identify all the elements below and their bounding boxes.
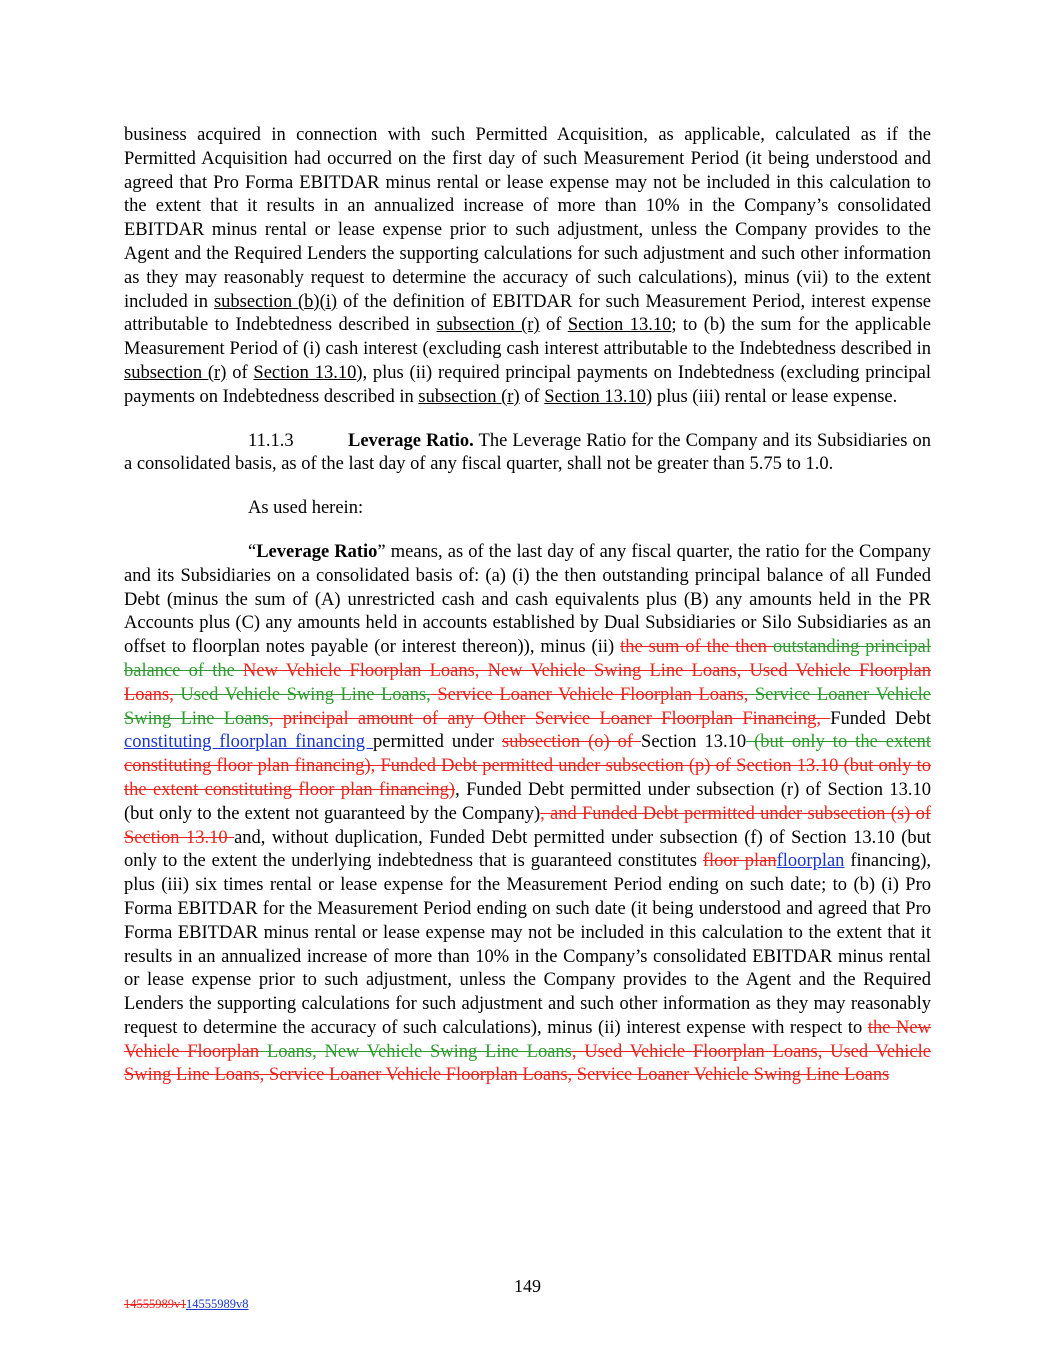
text-run: “ — [248, 541, 257, 562]
deleted-docid: 14555989v1 — [124, 1297, 187, 1311]
deleted-text: New Vehicle Floorplan Loans, New Vehicle Swing Line Loans, Used Vehicle Floorplan Loans, — [124, 660, 932, 705]
text-run: As used herein: — [248, 498, 364, 519]
deleted-text: , Used Vehicle Floorplan Loans, Used Vehicle Swing Line Loans, Service Loaner Vehicle Floorplan Loans, Service Loaner Vehicle Swing Line Loans — [124, 1041, 931, 1086]
text-run: business acquired in connection with such Permitted Acquisition, as applicable, calculated as if the Permitted Acquisition had occurred on the first day of such Measurement Period (it being understood and agreed that Pro Forma EBITDAR minus rental or lease expense may not be included in this calculation to the extent that it results in an annualized increase of more than 10% in the Company’s consolidated EBITDAR minus rental or lease expense prior to such adjustment, unless the Company provides to the Agent and the Required Lenders the supporting calculations for such adjustment and such other information as they may reasonably request to determine the accuracy of such calculations), minus (vii) to the extent included in — [124, 125, 931, 312]
document-body — [124, 124, 931, 1088]
cross-reference: subsection (r) — [436, 315, 540, 336]
cross-reference: subsection (r) — [418, 386, 520, 407]
text-run: Funded Debt — [830, 708, 932, 729]
text-run: The Leverage Ratio for the Company and its Subsidiaries on a consolidated basis, as of the last day of any fiscal quarter, shall not be greater than 5.75 to 1.0. — [124, 430, 931, 475]
paragraph-as-used — [124, 497, 931, 521]
text-run: permitted under — [373, 732, 502, 753]
moved-text: outstanding principal balance of the — [124, 637, 931, 681]
section-number: 11.1.3 — [248, 430, 294, 451]
cross-reference: Section 13.10 — [544, 386, 647, 407]
moved-text: Service Loaner Vehicle Swing Line Loans — [124, 684, 931, 729]
text-run: ) plus (iii) rental or lease expense. — [646, 386, 898, 407]
moved-text: (but only to the extent — [746, 732, 931, 753]
text-run: of — [226, 362, 254, 383]
deleted-text: floor plan — [702, 851, 777, 872]
text-run: of — [519, 386, 545, 407]
cross-reference: Section 13.10 — [567, 315, 672, 336]
inserted-docid: 14555989v8 — [186, 1297, 249, 1311]
paragraph-continuation — [124, 124, 931, 410]
deleted-text: the sum of the then — [620, 637, 773, 658]
leverage-ratio-definition — [124, 541, 931, 1088]
section-heading: Leverage Ratio. — [348, 430, 474, 451]
document-id — [124, 1297, 249, 1312]
deleted-text: the New Vehicle Floorplan — [124, 1017, 931, 1062]
deleted-text: , and Funded Debt permitted under subsection (s) of Section 13.10 — [124, 803, 931, 848]
moved-text: Loans, New Vehicle Swing Line Loans — [259, 1041, 572, 1062]
deleted-text: Service Loaner Vehicle Floorplan Loans, — [430, 684, 749, 705]
defined-term: Leverage Ratio — [256, 541, 378, 562]
page-number: 149 — [514, 1276, 541, 1296]
text-run: ; to (b) the sum for the applicable Measurement Period of (i) cash interest (excluding cash interest attributable to the Indebtedness described in — [124, 315, 931, 360]
text-run: of the definition of EBITDAR for such Measurement Period, interest expense attributable to Indebtedness described in — [124, 291, 931, 336]
inserted-text: floorplan — [776, 851, 845, 872]
text-run: financing), plus (iii) six times rental or lease expense for the Measurement Period ending on such date; to (b) (i) Pro Forma EBITDAR for the Measurement Period ending on such date (it being understood and agreed that Pro Forma EBITDAR minus rental or lease expense may not be included in this calculation to the extent that it results in an annualized increase of more than 10% in the Company’s consolidated EBITDAR minus rental or lease expense prior to such adjustment, unless the Company provides to the Agent and the Required Lenders the supporting calculations for such adjustment and such other information as they may reasonably request to determine the accuracy of such calculations), minus (ii) interest expense with respect to — [124, 851, 931, 1038]
deleted-text: subsection (o) of — [502, 732, 642, 753]
section-11-1-3 — [124, 430, 931, 478]
deleted-text: , principal amount of any Other Service Loaner Floorplan Financing, — [268, 708, 831, 729]
text-run: ” means, as of the last day of any fiscal quarter, the ratio for the Company and its Subsidiaries on a consolidated basis of: (a) (i) the then outstanding principal balance of all Funded Debt (minus the sum of (A) unrestricted cash and cash equivalents plus (B) any amounts held in the PR Accounts plus (C) any amounts held in accounts established by Dual Subsidiaries or Silo Subsidiaries as an offset to floorplan notes payable (or interest thereon)), minus (ii) — [124, 541, 931, 658]
text-run: of — [539, 315, 568, 336]
cross-reference: Section 13.10 — [253, 362, 357, 383]
deleted-text: constituting floor plan financing), Funded Debt permitted under subsection (p) of Section 13.10 (but only to the extent constituting floor plan financing) — [124, 756, 931, 800]
text-run: ), plus (ii) required principal payments on Indebtedness (excluding principal payments on Indebtedness described in — [124, 362, 931, 407]
cross-reference: subsection (b)(i) — [213, 291, 338, 312]
cross-reference: subsection (r) — [124, 362, 227, 383]
moved-text: Used Vehicle Swing Line Loans, — [173, 684, 431, 705]
text-run: , Funded Debt permitted under subsection (r) of Section 13.10 (but only to the extent not guaranteed by the Company) — [124, 779, 932, 824]
text-run: Section 13.10 — [641, 732, 747, 753]
inserted-text: constituting floorplan financing — [124, 732, 373, 753]
text-run: and, without duplication, Funded Debt permitted under subsection (f) of Section 13.10 (but only to the extent the underlying indebtedness that is guaranteed constitutes — [124, 827, 932, 872]
